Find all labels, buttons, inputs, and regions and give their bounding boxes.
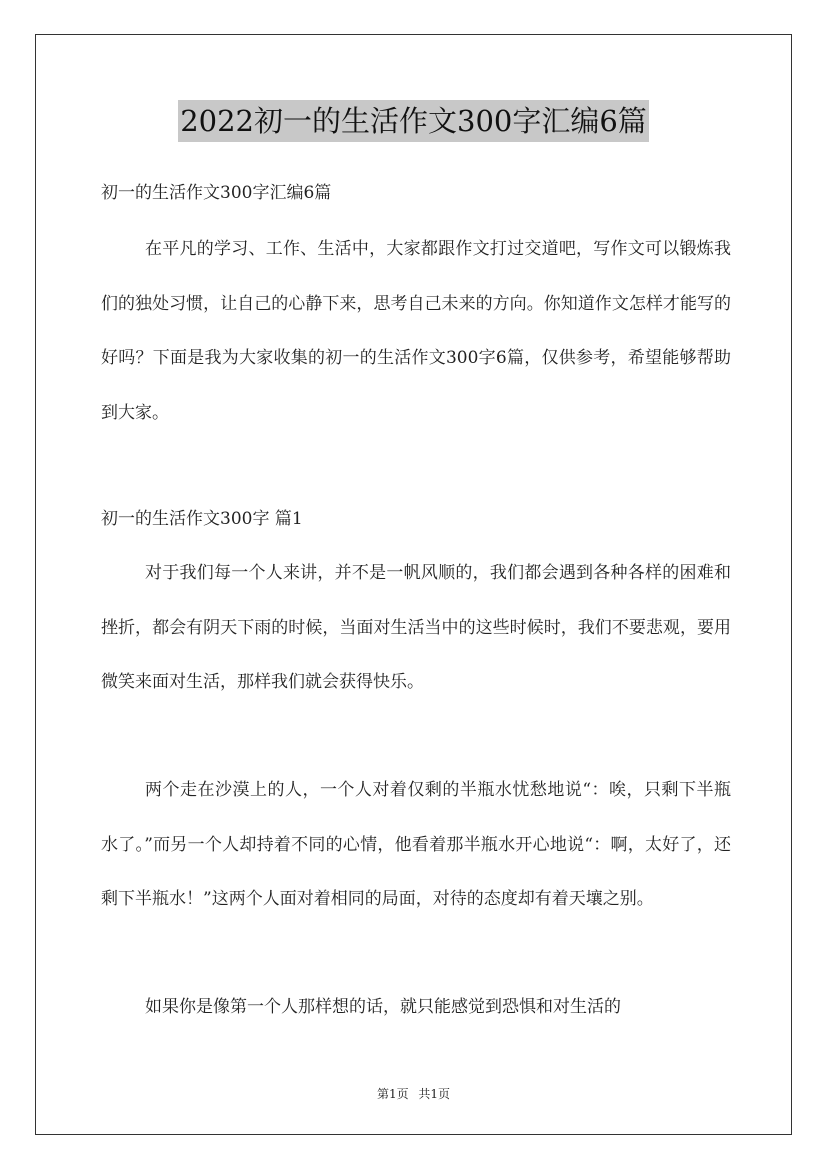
page-total: 共1页 xyxy=(418,1087,451,1101)
section-heading: 初一的生活作文300字 篇1 xyxy=(101,509,303,529)
intro-paragraph: 在平凡的学习、工作、生活中，大家都跟作文打过交道吧，写作文可以锻炼我们的独处习惯，让自己的心静下来，思考自己未来的方向。你知道作文怎样才能写的好吗？下面是我为大家收集的初一的生活作文300字6篇，仅供参考，希望能够帮助到大家。 xyxy=(101,239,731,423)
document-subtitle: 初一的生活作文300字汇编6篇 xyxy=(101,183,332,203)
document-title: 2022初一的生活作文300字汇编6篇 xyxy=(178,100,649,142)
body-paragraph-2: 两个走在沙漠上的人，一个人对着仅剩的半瓶水忧愁地说“：唉，只剩下半瓶水了。”而另一个人却持着不同的心情，他看着那半瓶水开心地说“：啊，太好了，还剩下半瓶水！”这两个人面对着相同的局面，对待的态度却有着天壤之别。 xyxy=(101,780,731,909)
title-container xyxy=(0,100,827,142)
body-paragraph-1: 对于我们每一个人来讲，并不是一帆风顺的，我们都会遇到各种各样的困难和挫折，都会有阴天下雨的时候，当面对生活当中的这些时候时，我们不要悲观，要用微笑来面对生活，那样我们就会获得快乐。 xyxy=(101,563,731,692)
body-paragraph-3: 如果你是像第一个人那样想的话，就只能感觉到恐惧和对生活的 xyxy=(145,997,621,1017)
page-number: 第1页 xyxy=(376,1087,409,1101)
page-footer xyxy=(0,1085,827,1102)
